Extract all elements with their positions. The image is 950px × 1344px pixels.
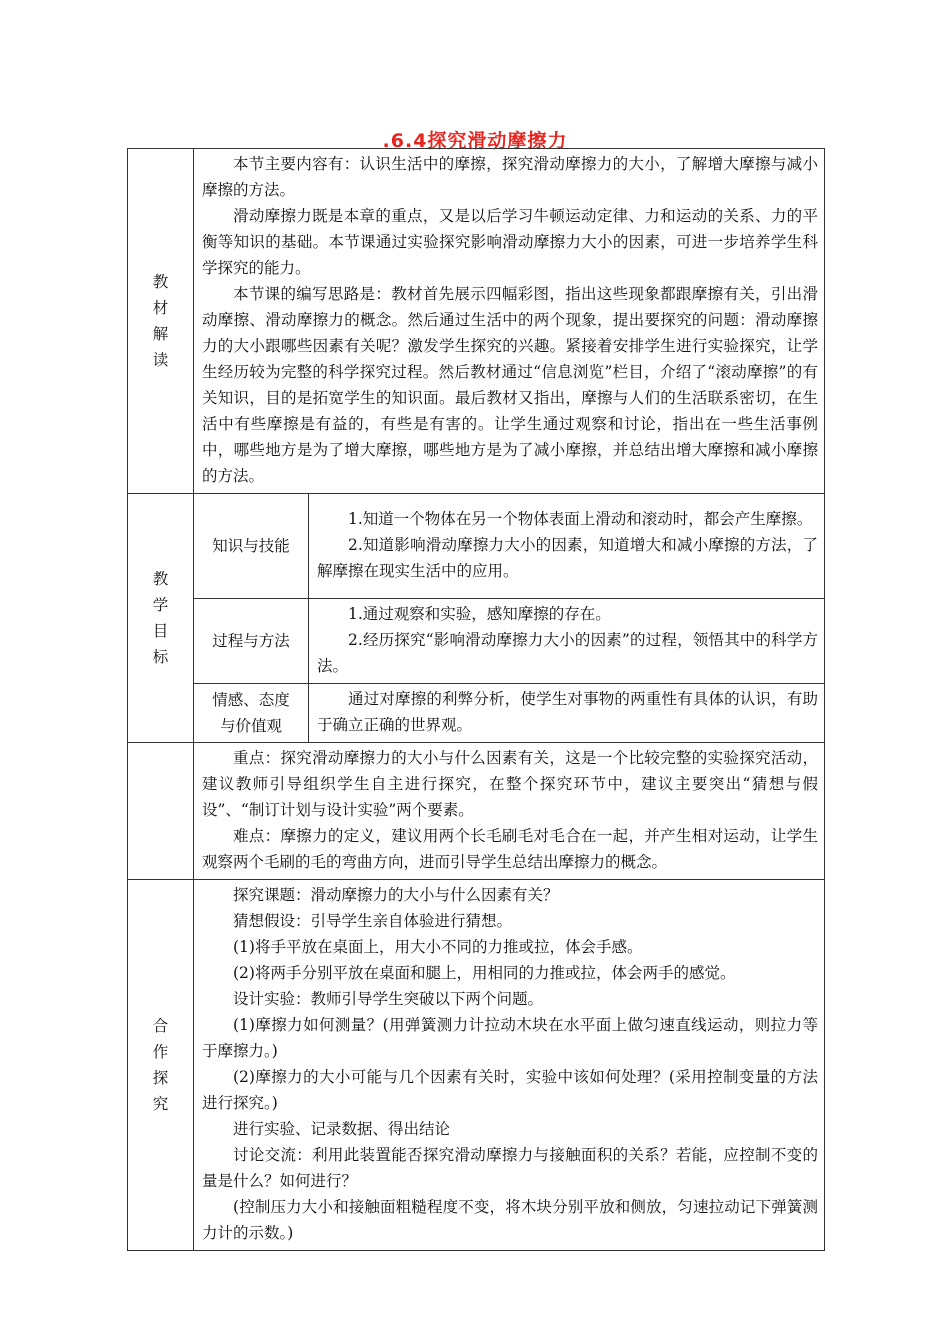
goals-label: 教 学 目 标 bbox=[128, 494, 194, 743]
paragraph: 本节课的编写思路是：教材首先展示四幅彩图，指出这些现象都跟摩擦有关，引出滑动摩擦、滑动摩擦力的概念。然后通过生活中的两个现象，提出要探究的问题：滑动摩擦力的大小跟哪些因素有关呢？激发学生探究的兴趣。紧接着安排学生进行实验探究，让学生经历较为完整的科学探究过程。然后教材通过“信息浏览”栏目，介绍了“滚动摩擦”的有关知识，目的是拓宽学生的知识面。最后教材又指出，摩擦与人们的生活联系密切，在生活中有些摩擦是有益的，有些是有害的。让学生通过观察和讨论，指出在一些生活事例中，哪些地方是为了增大摩擦，哪些地方是为了减小摩擦，并总结出增大摩擦和减小摩擦的方法。 bbox=[202, 285, 818, 485]
process-content: 1.通过观察和实验，感知摩擦的存在。 2.经历探究“影响滑动摩擦力大小的因素”的过程，领悟其中的科学方法。 bbox=[309, 599, 825, 684]
textbook-content bbox=[194, 149, 825, 494]
knowledge-content: 1.知道一个物体在另一个物体表面上滑动和滚动时，都会产生摩擦。 2.知道影响滑动摩擦力大小的因素，知道增大和减小摩擦的方法，了解摩擦在现实生活中的应用。 bbox=[309, 494, 825, 599]
paragraph: 滑动摩擦力既是本章的重点，又是以后学习牛顿运动定律、力和运动的关系、力的平衡等知识的基础。本节课通过实验探究影响滑动摩擦力大小的因素，可进一步培养学生科学探究的能力。 bbox=[202, 207, 818, 277]
emotion-content: 通过对摩擦的利弊分析，使学生对事物的两重性有具体的认识，有助于确立正确的世界观。 bbox=[309, 684, 825, 743]
process-label: 过程与方法 bbox=[194, 599, 309, 684]
goals-knowledge-row bbox=[128, 494, 825, 599]
keypoints-content: 重点：探究滑动摩擦力的大小与什么因素有关，这是一个比较完整的实验探究活动，建议教师引导组织学生自主进行探究，在整个探究环节中，建议主要突出“猜想与假设”、“制订计划与设计实验”两个要素。 难点：摩擦力的定义，建议用两个长毛刷毛对毛合在一起，并产生相对运动，让学生观察两个毛刷的毛的弯曲方向，进而引导学生总结出摩擦力的概念。 bbox=[194, 743, 825, 880]
keypoints-row bbox=[128, 743, 825, 880]
paragraph: 本节主要内容有：认识生活中的摩擦，探究滑动摩擦力的大小，了解增大摩擦与减小摩擦的方法。 bbox=[202, 155, 818, 199]
textbook-row bbox=[128, 149, 825, 494]
keypoints-label bbox=[128, 743, 194, 880]
textbook-label: 教 材 解 读 bbox=[128, 149, 194, 494]
document-title: .6.4探究滑动摩擦力 bbox=[382, 130, 568, 152]
emotion-label: 情感、态度 与价值观 bbox=[194, 684, 309, 743]
cooperation-content: 探究课题：滑动摩擦力的大小与什么因素有关？ 猜想假设：引导学生亲自体验进行猜想。 (1)将手平放在桌面上，用大小不同的力推或拉，体会手感。 (2)将两手分别平放在桌面和腿上，用相同的力推或拉，体会两手的感觉。 设计实验：教师引导学生突破以下两个问题。 (1)摩擦力如何测量？(用弹簧测力计拉动木块在水平面上做匀速直线运动，则拉力等于摩擦力。) (2)摩擦力的大小可能与几个因素有关时，实验中该如何处理？(采用控制变量的方法进行探究。) 进行实验、记录数据、得出结论 讨论交流：利用此装置能否探究滑动摩擦力与接触面积的关系？若能，应控制不变的量是什么？如何进行？ (控制压力大小和接触面粗糙程度不变，将木块分别平放和侧放，匀速拉动记下弹簧测力计的示数。) bbox=[194, 880, 825, 1251]
lesson-table bbox=[127, 148, 825, 1251]
cooperation-row bbox=[128, 880, 825, 1251]
cooperation-label: 合 作 探 究 bbox=[128, 880, 194, 1251]
knowledge-label: 知识与技能 bbox=[194, 494, 309, 599]
goals-emotion-row bbox=[128, 684, 825, 743]
goals-process-row bbox=[128, 599, 825, 684]
